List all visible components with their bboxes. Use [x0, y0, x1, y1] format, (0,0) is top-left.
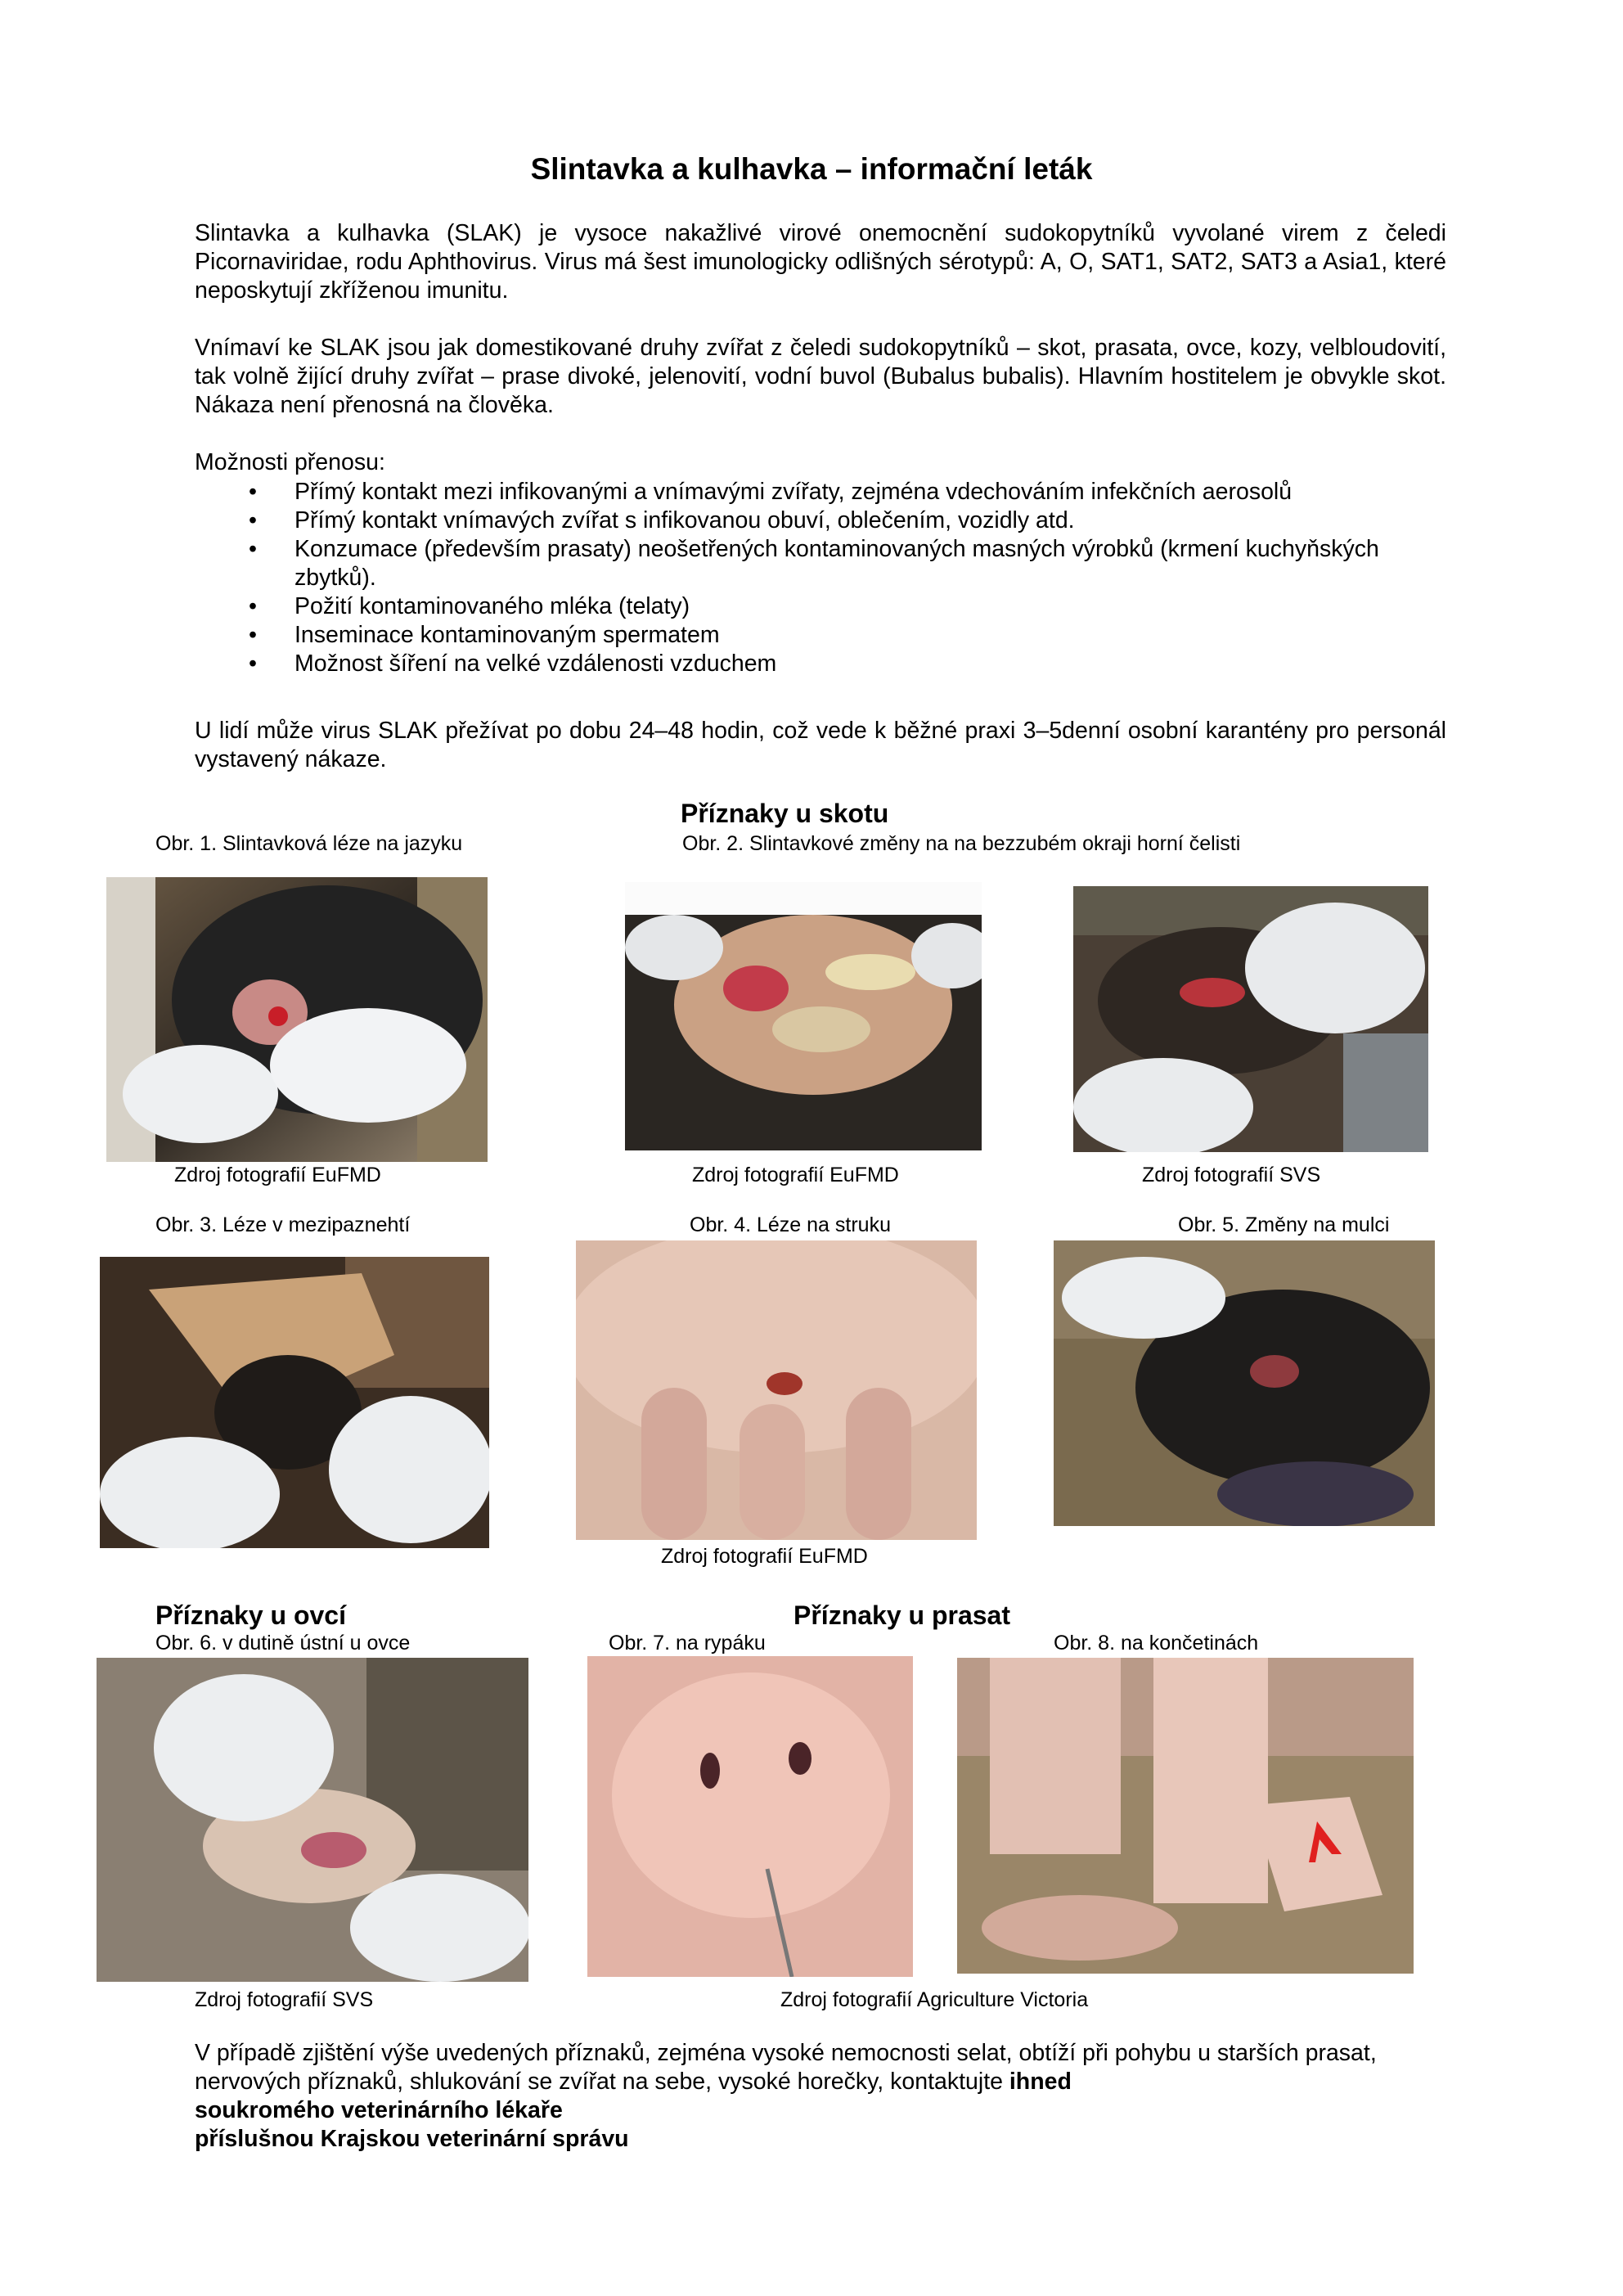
pigs-heading: Příznaky u prasat — [794, 1600, 1010, 1630]
final-now: ihned — [1009, 2069, 1072, 2095]
cattle-heading: Příznaky u skotu — [681, 799, 889, 828]
list-item: • Požití kontaminovaného mléka (telaty) — [249, 593, 690, 619]
photo-cattle-tongue — [106, 877, 488, 1162]
bullet-icon: • — [249, 651, 257, 677]
source-fig2: Zdroj fotografií EuFMD — [692, 1164, 899, 1186]
caption-fig4: Obr. 4. Léze na struku — [690, 1213, 891, 1236]
list-item: • Inseminace kontaminovaným spermatem — [249, 622, 720, 648]
photo-cattle-hoof — [100, 1257, 489, 1548]
humans-paragraph: U lidí může virus SLAK přežívat po dobu 24–48 hodin, což vede k běžné praxi 3–5denní osobní karantény pro personál vystavený nákaze. — [195, 718, 1446, 772]
photo-cattle-jaw — [625, 882, 982, 1150]
caption-fig3: Obr. 3. Léze v mezipaznehtí — [155, 1213, 411, 1236]
source-fig6: Zdroj fotografií SVS — [195, 1988, 374, 2011]
caption-fig1: Obr. 1. Slintavková léze na jazyku — [155, 832, 463, 855]
bullet-icon: • — [249, 593, 257, 619]
caption-fig7: Obr. 7. na rypáku — [609, 1632, 766, 1654]
list-item: • Konzumace (především prasaty) neošetřených kontaminovaných masných výrobků (krmení kuchyňských zbytků). — [249, 536, 1379, 591]
photo-cattle-teat — [576, 1240, 977, 1540]
list-item: • Přímý kontakt vnímavých zvířat s infikovanou obuví, oblečením, vozidly atd. — [249, 507, 1075, 533]
final-paragraph — [195, 2039, 1446, 2154]
page-title: Slintavka a kulhavka – informační leták — [530, 152, 1093, 186]
bullet-icon: • — [249, 507, 257, 533]
bullet-icon: • — [249, 622, 257, 648]
transmission-list — [195, 478, 1446, 678]
final-text: V případě zjištění výše uvedených příznaků, zejména vysoké nemocnosti selat, obtíží při pohybu u starších prasat, nervových příznaků, shlukování se zvířat na sebe, vysoké horečky, kontaktujte — [195, 2040, 1377, 2095]
list-item: • Přímý kontakt mezi infikovanými a vnímavými zvířaty, zejména vdechováním infekčních aerosolů — [249, 479, 1293, 505]
bullet-icon: • — [249, 536, 257, 562]
list-item: • Možnost šíření na velké vzdálenosti vzduchem — [249, 651, 777, 677]
contact-vet: soukromého veterinárního lékaře — [195, 2097, 563, 2123]
source-fig4: Zdroj fotografií EuFMD — [661, 1545, 868, 1568]
photo-pig-snout — [587, 1656, 913, 1977]
intro-paragraph-1: Slintavka a kulhavka (SLAK) je vysoce nakažlivé virové onemocnění sudokopytníků vyvolané virem z čeledi Picornaviridae, rodu Aphthovirus. Virus má šest imunologicky odlišných sérotypů: A, O, SAT1, SAT2, SAT3 a Asia1, které neposkytují zkříženou imunitu. — [195, 220, 1446, 304]
sheep-heading: Příznaky u ovcí — [155, 1600, 346, 1630]
source-fig7-8: Zdroj fotografií Agriculture Victoria — [780, 1988, 1089, 2011]
photo-pig-feet — [957, 1658, 1414, 1974]
bullet-icon: • — [249, 479, 257, 505]
caption-fig8: Obr. 8. na končetinách — [1054, 1632, 1259, 1654]
transmission-heading: Možnosti přenosu: — [195, 449, 385, 475]
caption-fig6: Obr. 6. v dutině ústní u ovce — [155, 1632, 411, 1654]
caption-fig5: Obr. 5. Změny na mulci — [1178, 1213, 1390, 1236]
contact-authority: příslušnou Krajskou veterinární správu — [195, 2126, 629, 2152]
caption-fig2: Obr. 2. Slintavkové změny na na bezzubém okraji horní čelisti — [682, 832, 1241, 855]
photo-sheep-mouth — [97, 1658, 528, 1982]
source-fig3: Zdroj fotografií SVS — [1142, 1164, 1321, 1186]
source-fig1: Zdroj fotografií EuFMD — [174, 1164, 381, 1186]
photo-cattle-muzzle — [1054, 1240, 1435, 1526]
intro-paragraph-2: Vnímaví ke SLAK jsou jak domestikované druhy zvířat z čeledi sudokopytníků – skot, prasata, ovce, kozy, velbloudovití, tak volně žijící druhy zvířat – prase divoké, jelenovití, vodní buvol (Bubalus bubalis). Hlavním hostitelem je obvykle skot. Nákaza není přenosná na člověka. — [195, 335, 1446, 418]
photo-cattle-mouth — [1073, 886, 1428, 1152]
